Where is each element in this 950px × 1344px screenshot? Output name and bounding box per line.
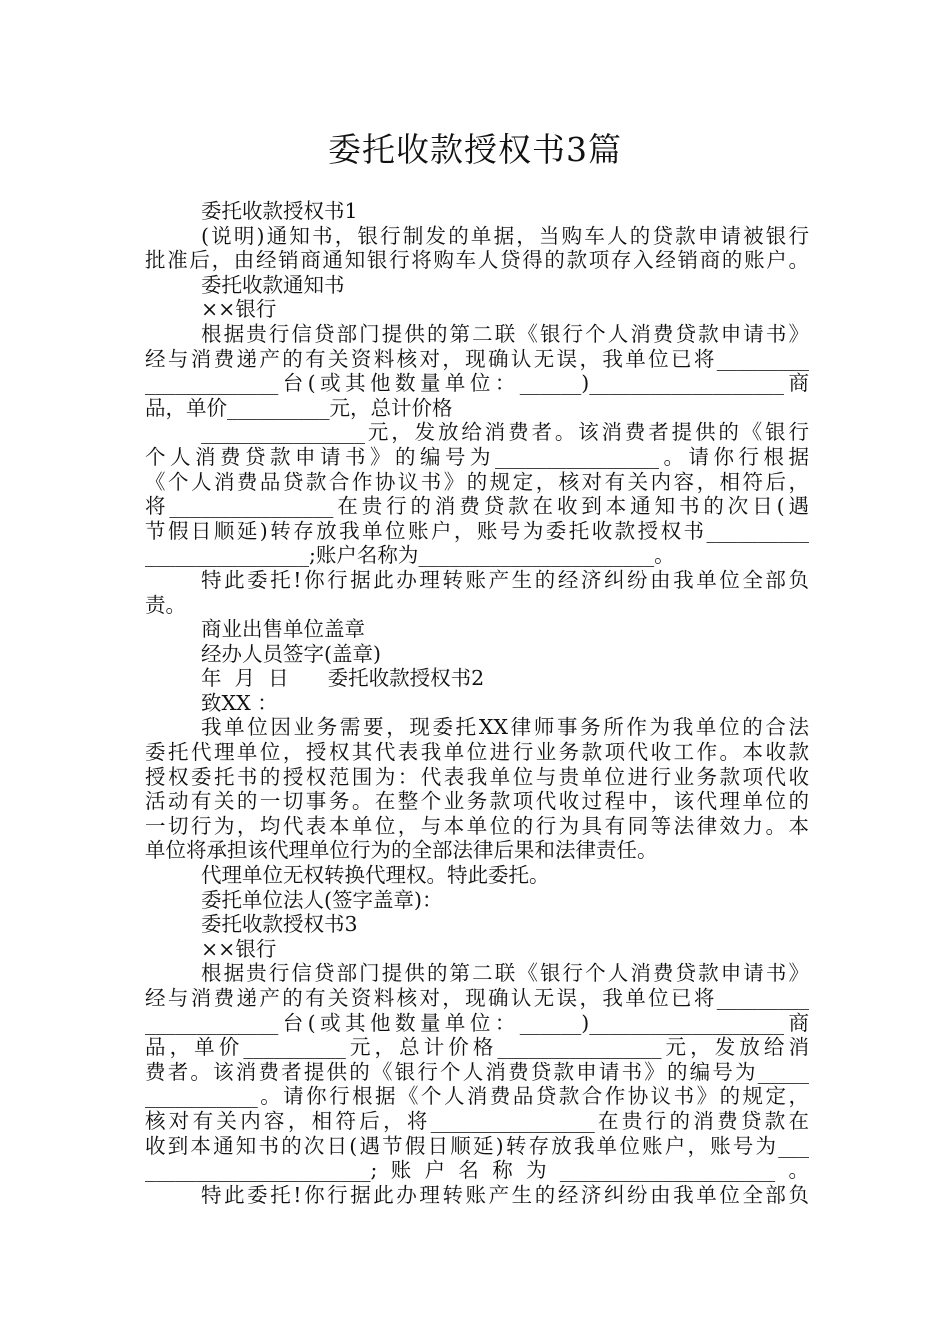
text-line: (说明)通知书，银行制发的单据，当购车人的贷款申请被银行 — [201, 223, 809, 248]
text-line: 费者。该消费者提供的《银行个人消费贷款申请书》的编号为_____ — [145, 1059, 809, 1084]
text-line: ______________________;账户名称为_____________________。 — [145, 1158, 809, 1183]
text-line: 责。 — [145, 592, 186, 617]
text-line: 年 月 日 委托收款授权书2 — [201, 666, 485, 691]
text-line: 《个人消费品贷款合作协议书》的规定，核对有关内容，相符后， — [145, 469, 809, 494]
text-line: 委托收款授权书3 — [201, 912, 358, 937]
text-line: 根据贵行信贷部门提供的第二联《银行个人消费贷款申请书》 — [201, 321, 809, 346]
text-line: 授权委托书的授权范围为：代表我单位与贵单位进行业务款项代收 — [145, 764, 809, 789]
text-line: 收到本通知书的次日(遇节假日顺延)转存放我单位账户，账号为___ — [145, 1133, 809, 1158]
text-line: 个人消费贷款申请书》的编号为________________。请你行根据 — [145, 444, 809, 469]
text-line: 委托收款授权书1 — [201, 199, 358, 223]
text-line: 节假日顺延)转存放我单位账户，账号为委托收款授权书__________ — [145, 518, 809, 543]
text-line: 批准后，由经销商通知银行将购车人贷得的款项存入经销商的账户。 — [145, 248, 809, 273]
text-line: ××银行 — [201, 297, 277, 322]
text-line: 商业出售单位盖章 — [201, 617, 365, 642]
text-line: _____________台(或其他数量单位：______)___________________商 — [145, 371, 809, 396]
text-line: 品，单价__________元，总计价格 — [145, 395, 453, 420]
text-line: 一切行为，均代表本单位，与本单位的行为具有同等法律效力。本 — [145, 813, 809, 838]
text-line: ___________。请你行根据《个人消费品贷款合作协议书》的规定， — [145, 1084, 809, 1109]
text-line: 经与消费递产的有关资料核对，现确认无误，我单位已将_________ — [145, 346, 809, 371]
text-line: 代理单位无权转换代理权。特此委托。 — [201, 863, 550, 888]
text-line: ________________元，发放给消费者。该消费者提供的《银行 — [201, 420, 809, 445]
text-line: 根据贵行信贷部门提供的第二联《银行个人消费贷款申请书》 — [201, 961, 809, 986]
text-line: 委托单位法人(签字盖章)： — [201, 887, 443, 912]
text-line: ________________;账户名称为_______________________。 — [145, 543, 675, 568]
text-line: 特此委托!你行据此办理转账产生的经济纠纷由我单位全部负 — [201, 567, 809, 592]
text-line: 品，单价__________元，总计价格________________元，发放给消 — [145, 1035, 809, 1060]
text-line: 将________________在贵行的消费贷款在收到本通知书的次日(遇 — [145, 494, 809, 519]
text-line: 经办人员签字(盖章) — [201, 641, 381, 666]
document-title: 委托收款授权书3篇 — [328, 130, 622, 169]
text-line: 活动有关的一切事务。在整个业务款项代收过程中，该代理单位的 — [145, 789, 809, 814]
text-line: 特此委托!你行据此办理转账产生的经济纠纷由我单位全部负 — [201, 1182, 809, 1207]
text-line: 致XX ： — [201, 690, 278, 715]
text-line: 委托代理单位，授权其代表我单位进行业务款项代收工作。本收款 — [145, 740, 809, 765]
text-line: 委托收款通知书 — [201, 272, 345, 297]
text-line: 我单位因业务需要，现委托XX律师事务所作为我单位的合法 — [201, 715, 809, 740]
text-line: ××银行 — [201, 936, 277, 961]
document-body — [145, 199, 809, 1207]
text-line: _____________台(或其他数量单位：______)___________________商 — [145, 1010, 809, 1035]
text-line: 核对有关内容，相符后，将________________在贵行的消费贷款在 — [145, 1108, 809, 1133]
text-line: 单位将承担该代理单位行为的全部法律后果和法律责任。 — [145, 838, 658, 863]
text-line: 经与消费递产的有关资料核对，现确认无误，我单位已将_________ — [145, 986, 809, 1010]
